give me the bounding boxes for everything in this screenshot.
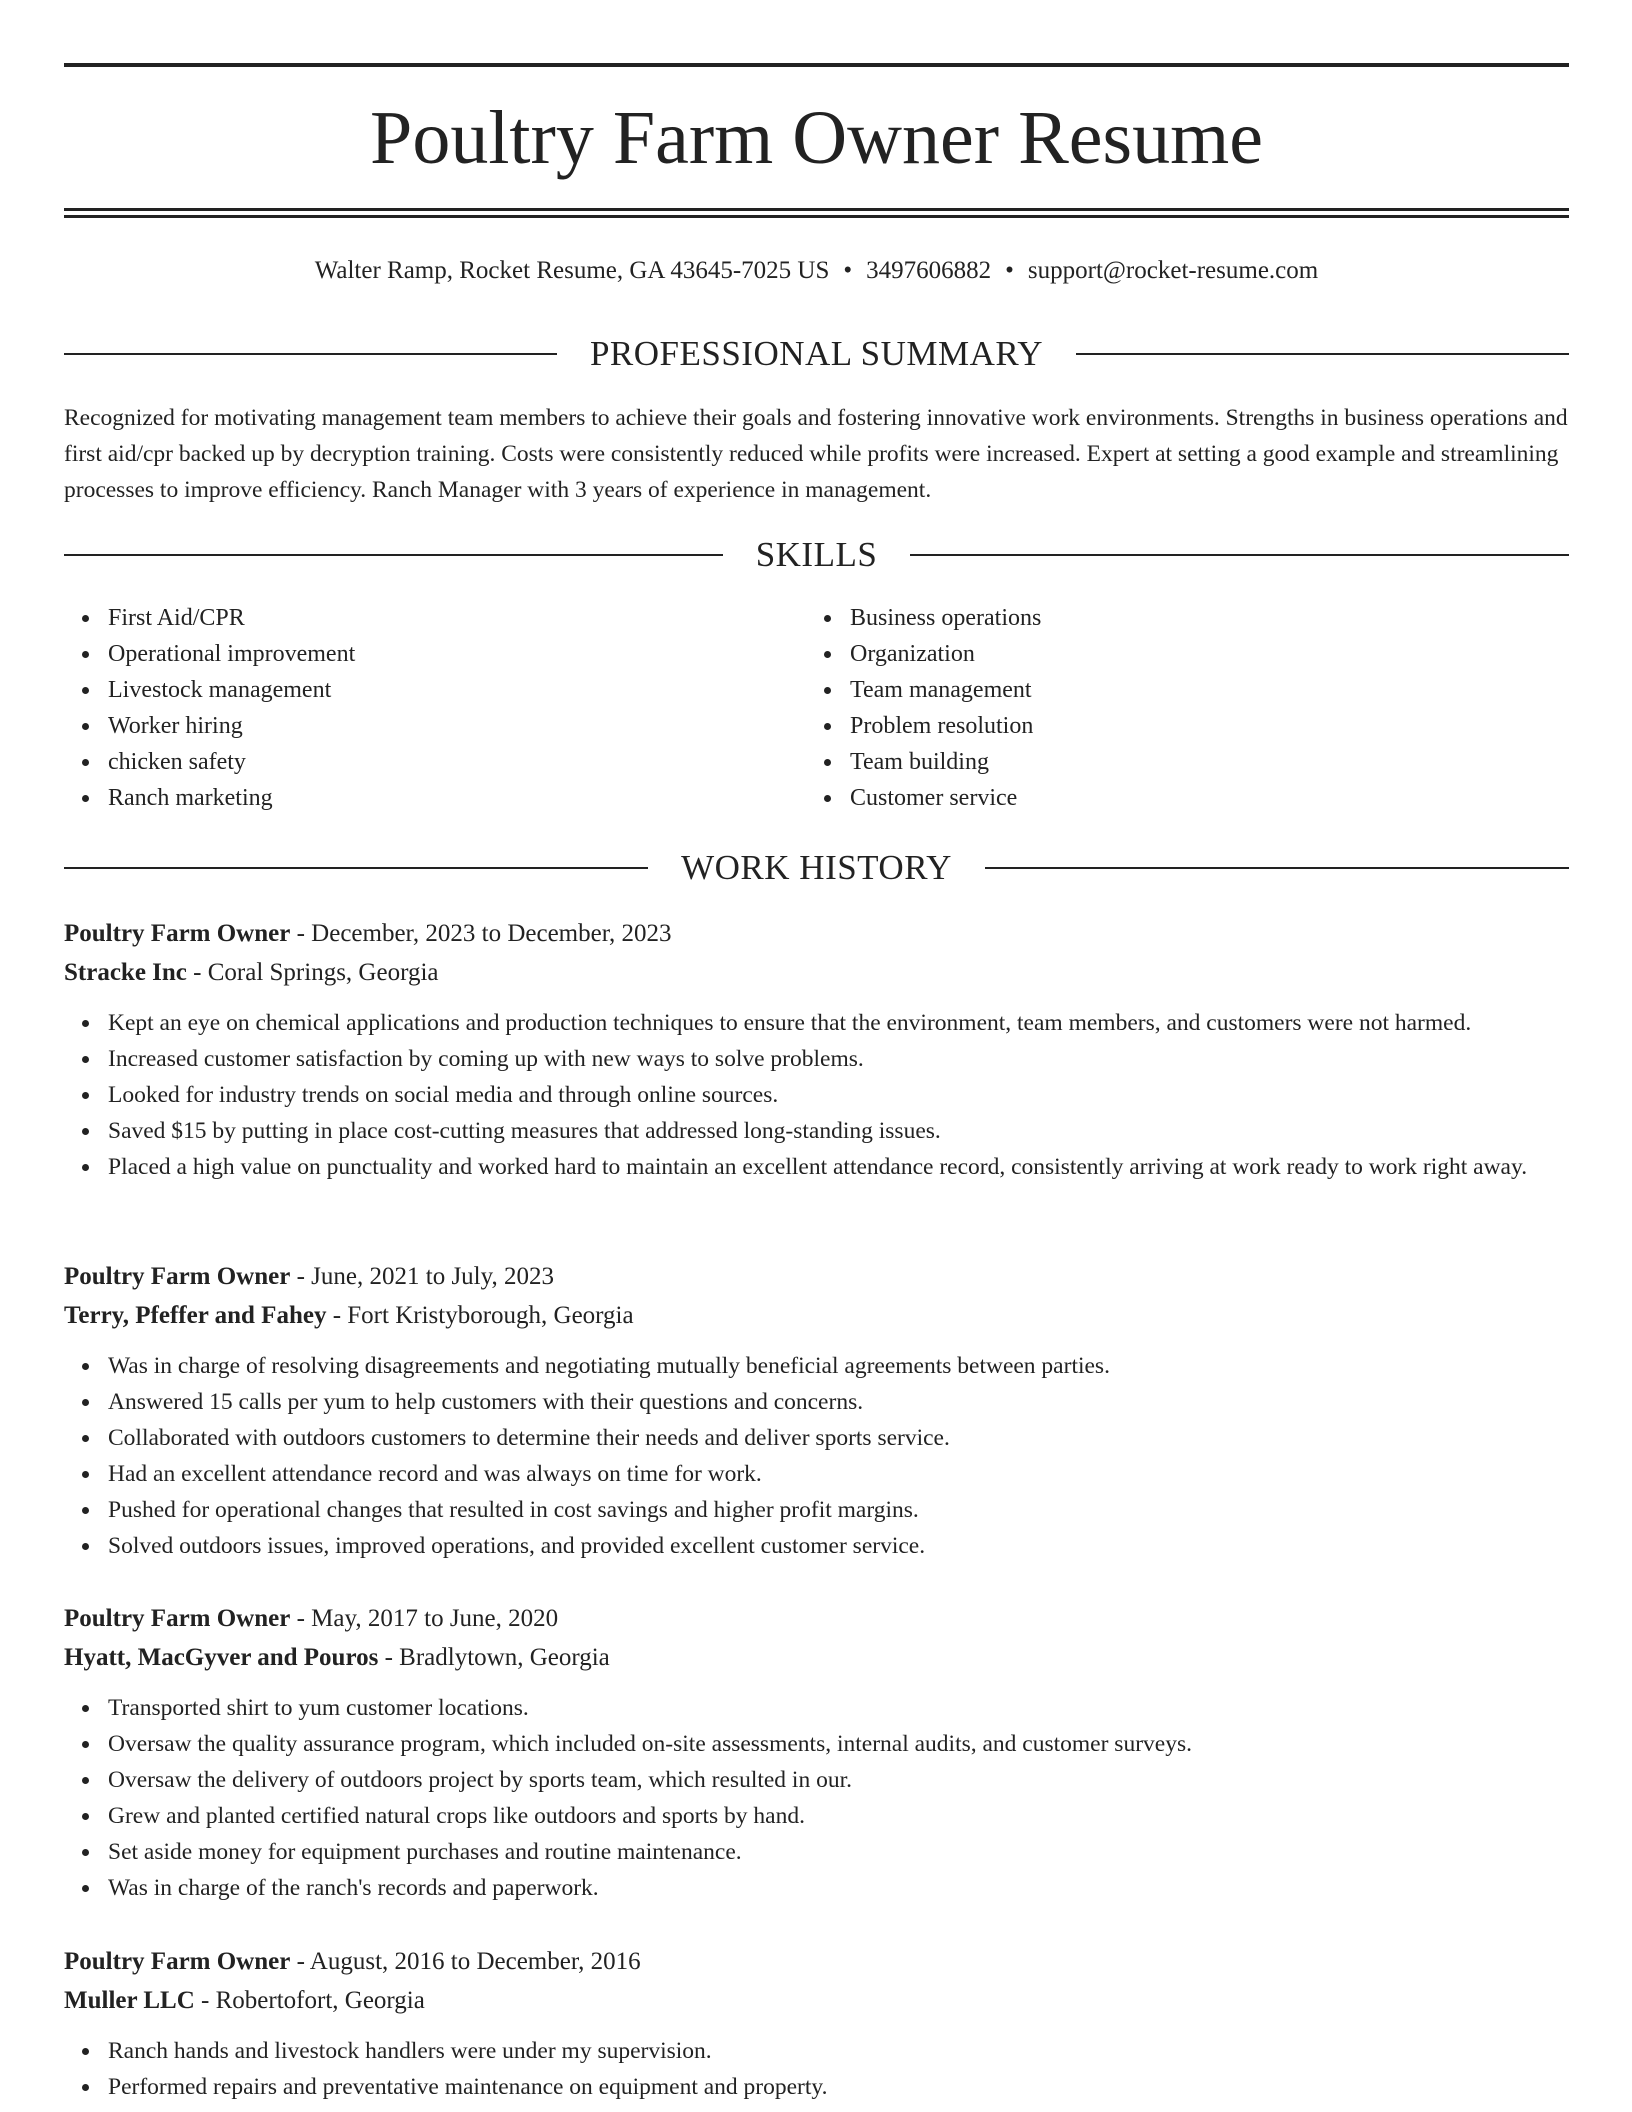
job-duty: Oversaw the quality assurance program, which included on-site assessments, internal audits, and customer surveys. [108, 1726, 1569, 1762]
job-duty: Kept an eye on chemical applications and production techniques to ensure that the environment, team members, and customers were not harmed. [108, 1005, 1569, 1041]
job-duties [64, 1690, 1569, 1906]
divider [910, 554, 1569, 556]
job-location: - Robertofort, Georgia [194, 1987, 425, 2014]
job-company-line [64, 1981, 1569, 2020]
job-role-line [64, 1599, 1569, 1638]
divider [64, 554, 723, 556]
job-duty: Looked for industry trends on social media and through online sources. [108, 1077, 1569, 1113]
job-duty: Saved $15 by putting in place cost-cutting measures that addressed long-standing issues. [108, 1113, 1569, 1149]
job-duties [64, 2033, 1569, 2105]
job-duty: Oversaw the delivery of outdoors project by sports team, which resulted in our. [108, 1762, 1569, 1798]
skill-item: Worker hiring [108, 708, 806, 744]
contact-email: support@rocket-resume.com [1027, 257, 1319, 284]
skill-item: Organization [850, 636, 1548, 672]
job-duty: Answered 15 calls per yum to help customers with their questions and concerns. [108, 1384, 1569, 1420]
job-duty: Ranch hands and livestock handlers were under my supervision. [108, 2033, 1569, 2069]
job-company-line [64, 1296, 1569, 1335]
job-duty: Was in charge of the ranch's records and paperwork. [108, 1870, 1569, 1906]
job-entry [64, 914, 1569, 1185]
title-double-rule [64, 208, 1569, 218]
job-title: Poultry Farm Owner [64, 1263, 291, 1290]
job-duty: Placed a high value on punctuality and worked hard to maintain an excellent attendance record, consistently arriving at work ready to work right away. [108, 1149, 1569, 1185]
job-title: Poultry Farm Owner [64, 920, 291, 947]
contact-address: Walter Ramp, Rocket Resume, GA 43645-7025 US [314, 257, 830, 284]
divider [1076, 353, 1569, 355]
skill-item: Team building [850, 744, 1548, 780]
skills-heading-label: SKILLS [755, 535, 878, 574]
job-duty: Grew and planted certified natural crops like outdoors and sports by hand. [108, 1798, 1569, 1834]
job-company-line [64, 1638, 1569, 1677]
job-duty: Was in charge of resolving disagreements and negotiating mutually beneficial agreements between parties. [108, 1348, 1569, 1384]
skill-item: Ranch marketing [108, 780, 806, 816]
skill-item: Business operations [850, 600, 1548, 636]
job-role-line [64, 914, 1569, 953]
skill-item: Livestock management [108, 672, 806, 708]
skills-heading [64, 533, 1569, 577]
job-duty: Transported shirt to yum customer locations. [108, 1690, 1569, 1726]
job-duty: Had an excellent attendance record and was always on time for work. [108, 1456, 1569, 1492]
job-duties [64, 1348, 1569, 1564]
job-role-line [64, 1257, 1569, 1296]
divider [985, 867, 1569, 869]
job-duty: Solved outdoors issues, improved operations, and provided excellent customer service. [108, 1528, 1569, 1564]
skills-column-right [806, 600, 1548, 816]
contact-line [64, 254, 1569, 288]
skills-column-left [64, 600, 806, 816]
job-duty: Pushed for operational changes that resulted in cost savings and higher profit margins. [108, 1492, 1569, 1528]
job-company: Muller LLC [64, 1987, 195, 2014]
job-location: - Coral Springs, Georgia [186, 959, 439, 986]
skill-item: Customer service [850, 780, 1548, 816]
job-company: Stracke Inc [64, 959, 187, 986]
job-duty: Performed repairs and preventative maintenance on equipment and property. [108, 2069, 1569, 2105]
job-dates: - May, 2017 to June, 2020 [290, 1605, 559, 1632]
job-company: Terry, Pfeffer and Fahey [64, 1302, 327, 1329]
divider [64, 353, 557, 355]
skill-item: Team management [850, 672, 1548, 708]
job-dates: - August, 2016 to December, 2016 [290, 1948, 641, 1975]
job-duty: Increased customer satisfaction by coming up with new ways to solve problems. [108, 1041, 1569, 1077]
work-history-heading [64, 846, 1569, 890]
skills-list [64, 600, 1569, 816]
job-location: - Bradlytown, Georgia [378, 1644, 610, 1671]
job-company: Hyatt, MacGyver and Pouros [64, 1644, 379, 1671]
divider [64, 867, 648, 869]
summary-heading-label: PROFESSIONAL SUMMARY [589, 334, 1044, 373]
job-dates: - June, 2021 to July, 2023 [290, 1263, 554, 1290]
job-role-line [64, 1942, 1569, 1981]
skill-item: Operational improvement [108, 636, 806, 672]
job-dates: - December, 2023 to December, 2023 [290, 920, 672, 947]
summary-heading [64, 332, 1569, 376]
job-title: Poultry Farm Owner [64, 1605, 291, 1632]
job-entry [64, 1599, 1569, 1906]
job-duty: Set aside money for equipment purchases and routine maintenance. [108, 1834, 1569, 1870]
job-title: Poultry Farm Owner [64, 1948, 291, 1975]
skill-item: First Aid/CPR [108, 600, 806, 636]
skill-item: Problem resolution [850, 708, 1548, 744]
skill-item: chicken safety [108, 744, 806, 780]
contact-separator: • [1005, 257, 1014, 284]
page-title: Poultry Farm Owner Resume [370, 96, 1263, 180]
job-location: - Fort Kristyborough, Georgia [326, 1302, 634, 1329]
top-rule [64, 63, 1569, 67]
summary-text: Recognized for motivating management team members to achieve their goals and fostering innovative work environments. Strengths in business operations and first aid/cpr backed up by decryption training. Costs were consistently reduced while profits were increased. Expert at setting a good example and streamlining processes to improve efficiency. Ranch Manager with 3 years of experience in management. [64, 405, 1568, 503]
work-history-heading-label: WORK HISTORY [681, 848, 952, 887]
job-entry [64, 1257, 1569, 1564]
contact-phone: 3497606882 [866, 257, 992, 284]
job-entry [64, 1942, 1569, 2105]
contact-separator: • [843, 257, 853, 284]
job-duties [64, 1005, 1569, 1185]
job-duty: Collaborated with outdoors customers to determine their needs and deliver sports service. [108, 1420, 1569, 1456]
job-company-line [64, 953, 1569, 992]
